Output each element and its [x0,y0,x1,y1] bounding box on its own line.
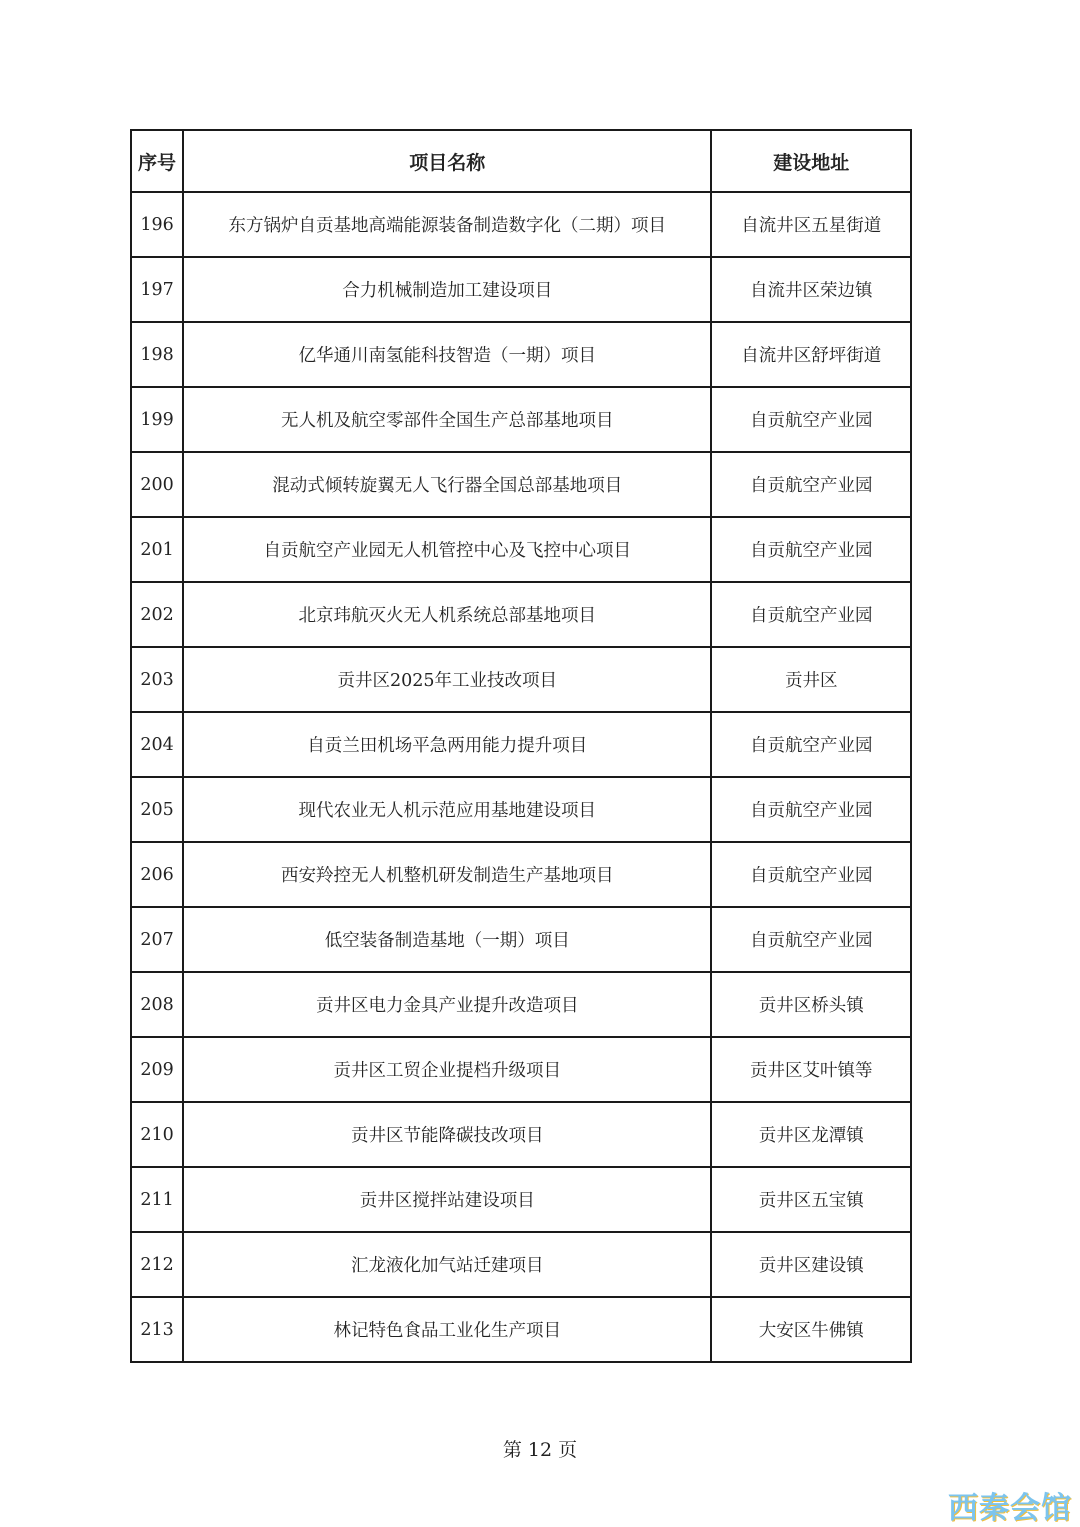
cell-number: 198 [131,322,183,387]
table-row [131,387,911,452]
cell-number: 211 [131,1167,183,1232]
header-name: 项目名称 [183,130,711,192]
table-row [131,517,911,582]
cell-address: 自贡航空产业园 [711,517,911,582]
cell-number: 200 [131,452,183,517]
cell-number: 201 [131,517,183,582]
table-row [131,582,911,647]
cell-number: 206 [131,842,183,907]
cell-project-name: 无人机及航空零部件全国生产总部基地项目 [183,387,711,452]
cell-project-name: 西安羚控无人机整机研发制造生产基地项目 [183,842,711,907]
cell-number: 212 [131,1232,183,1297]
table-row [131,1297,911,1362]
cell-number: 202 [131,582,183,647]
table-row [131,972,911,1037]
table-row [131,1232,911,1297]
cell-number: 196 [131,192,183,257]
cell-project-name: 贡井区电力金具产业提升改造项目 [183,972,711,1037]
cell-address: 贡井区五宝镇 [711,1167,911,1232]
table-row [131,322,911,387]
cell-project-name: 北京玮航灭火无人机系统总部基地项目 [183,582,711,647]
cell-address: 自流井区荣边镇 [711,257,911,322]
cell-number: 209 [131,1037,183,1102]
cell-address: 贡井区建设镇 [711,1232,911,1297]
cell-project-name: 贡井区搅拌站建设项目 [183,1167,711,1232]
cell-project-name: 混动式倾转旋翼无人飞行器全国总部基地项目 [183,452,711,517]
table-row [131,712,911,777]
table-row [131,452,911,517]
cell-address: 自贡航空产业园 [711,452,911,517]
cell-number: 213 [131,1297,183,1362]
cell-project-name: 贡井区2025年工业技改项目 [183,647,711,712]
cell-address: 自贡航空产业园 [711,907,911,972]
cell-project-name: 自贡兰田机场平急两用能力提升项目 [183,712,711,777]
table-row [131,647,911,712]
cell-project-name: 贡井区工贸企业提档升级项目 [183,1037,711,1102]
cell-project-name: 现代农业无人机示范应用基地建设项目 [183,777,711,842]
cell-address: 自贡航空产业园 [711,582,911,647]
header-address: 建设地址 [711,130,911,192]
project-table [130,129,912,1363]
cell-project-name: 亿华通川南氢能科技智造（一期）项目 [183,322,711,387]
cell-project-name: 林记特色食品工业化生产项目 [183,1297,711,1362]
cell-address: 自贡航空产业园 [711,777,911,842]
cell-number: 210 [131,1102,183,1167]
watermark-logo: 西秦会馆 [948,1491,1072,1526]
cell-address: 自贡航空产业园 [711,842,911,907]
cell-address: 贡井区桥头镇 [711,972,911,1037]
table-row [131,192,911,257]
cell-number: 199 [131,387,183,452]
cell-address: 自流井区五星街道 [711,192,911,257]
header-number: 序号 [131,130,183,192]
cell-project-name: 合力机械制造加工建设项目 [183,257,711,322]
table-row [131,777,911,842]
table-body [131,192,911,1362]
cell-number: 203 [131,647,183,712]
cell-project-name: 汇龙液化加气站迁建项目 [183,1232,711,1297]
table-row [131,1102,911,1167]
table-row [131,907,911,972]
table-row [131,1167,911,1232]
cell-address: 贡井区龙潭镇 [711,1102,911,1167]
cell-address: 贡井区 [711,647,911,712]
page-number: 第 12 页 [502,1439,578,1461]
cell-address: 自贡航空产业园 [711,712,911,777]
cell-address: 自流井区舒坪街道 [711,322,911,387]
table-row [131,842,911,907]
cell-address: 大安区牛佛镇 [711,1297,911,1362]
table-header-row [131,130,911,192]
cell-address: 贡井区艾叶镇等 [711,1037,911,1102]
cell-number: 204 [131,712,183,777]
cell-address: 自贡航空产业园 [711,387,911,452]
table-row [131,257,911,322]
cell-number: 207 [131,907,183,972]
cell-number: 208 [131,972,183,1037]
table-row [131,1037,911,1102]
cell-project-name: 东方锅炉自贡基地高端能源装备制造数字化（二期）项目 [183,192,711,257]
cell-number: 197 [131,257,183,322]
cell-project-name: 自贡航空产业园无人机管控中心及飞控中心项目 [183,517,711,582]
cell-project-name: 低空装备制造基地（一期）项目 [183,907,711,972]
cell-number: 205 [131,777,183,842]
cell-project-name: 贡井区节能降碳技改项目 [183,1102,711,1167]
